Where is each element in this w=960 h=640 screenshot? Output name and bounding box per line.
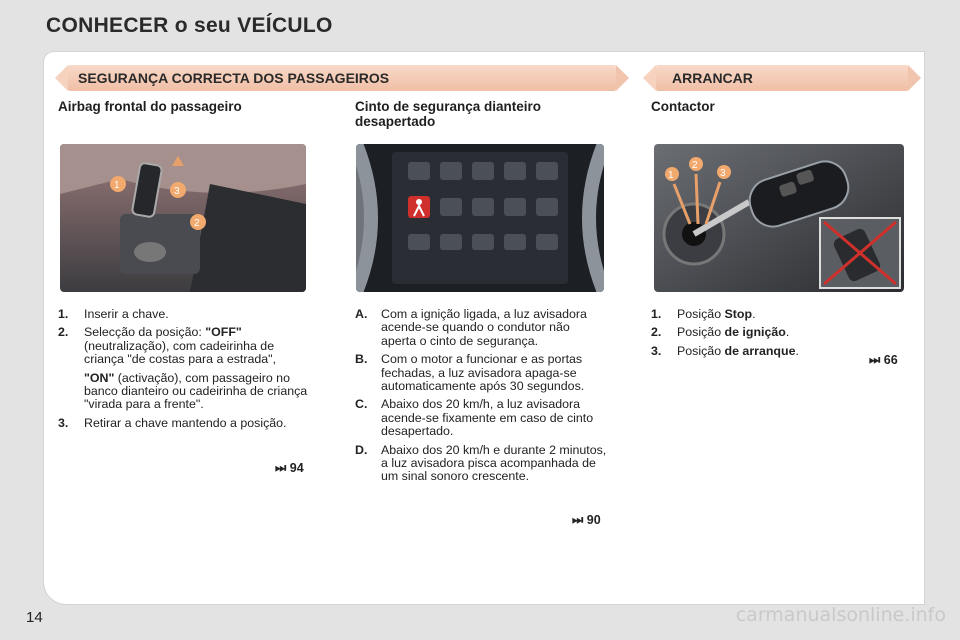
- item-rest: .: [785, 325, 790, 340]
- list-contactor: [651, 308, 901, 363]
- item-rest: (neutralização), com cadeirinha de criança "de costas para a estrada",: [84, 338, 277, 367]
- item-bold: de arranque: [724, 343, 796, 358]
- contactor-label-1: 1: [668, 170, 674, 181]
- ref-arrow-icon: ⏭: [275, 461, 287, 475]
- heading-airbag: Airbag frontal do passageiro: [58, 99, 242, 114]
- contactor-label-3: 3: [720, 168, 726, 179]
- item-text: Abaixo dos 20 km/h e durante 2 minutos, a luz avisadora pisca acompanhada de um sinal sonoro crescente.: [381, 442, 607, 484]
- item-bold: "OFF": [205, 325, 242, 340]
- list-item: [58, 326, 308, 366]
- item-text: Posição: [677, 343, 725, 358]
- list-item: [651, 326, 901, 339]
- ref-arrow-icon: ⏭: [869, 353, 881, 367]
- list-item: [58, 417, 308, 430]
- list-item: [651, 345, 901, 358]
- item-text: Inserir a chave.: [84, 307, 169, 321]
- ref-page: 66: [883, 353, 898, 367]
- item-text: Posição: [677, 307, 725, 321]
- item-bold: "ON": [84, 370, 115, 385]
- ref-page: 94: [289, 461, 304, 475]
- item-text: Retirar a chave mantendo a posição.: [84, 415, 287, 430]
- list-item: [58, 308, 308, 321]
- item-text: Posição: [677, 325, 725, 340]
- list-seatbelt: [355, 308, 607, 489]
- photo-ignition-key: [654, 144, 904, 292]
- list-airbag: [58, 308, 308, 435]
- ref-arrow-icon: ⏭: [572, 513, 584, 527]
- item-letter: A.: [355, 307, 368, 321]
- item-number: 2.: [651, 325, 662, 340]
- watermark: carmanualsonline.info: [735, 604, 946, 626]
- item-letter: D.: [355, 442, 368, 457]
- list-item: [355, 398, 607, 438]
- page-ref-contactor[interactable]: [869, 353, 898, 368]
- airbag-label-2: 2: [194, 218, 200, 229]
- item-bold: Stop: [724, 307, 753, 321]
- item-number: 1.: [58, 307, 69, 321]
- item-number: 3.: [651, 343, 662, 358]
- photo-seatbelt-warning: [356, 144, 604, 292]
- banner-start: [656, 65, 908, 91]
- list-subitem: [58, 372, 308, 412]
- ref-page: 90: [586, 513, 601, 527]
- airbag-label-3: 3: [174, 186, 180, 197]
- list-item: [651, 308, 901, 321]
- page-title: CONHECER o seu VEÍCULO: [46, 14, 333, 37]
- list-item: [355, 444, 607, 484]
- page-ref-airbag[interactable]: [275, 461, 304, 476]
- banner-start-label: ARRANCAR: [672, 70, 753, 86]
- heading-contactor: Contactor: [651, 99, 715, 114]
- item-text: Com a ignição ligada, a luz avisadora acende-se quando o condutor não aperta o cinto de segurança.: [381, 307, 587, 348]
- item-letter: B.: [355, 352, 368, 367]
- page-ref-seatbelt[interactable]: [572, 513, 601, 528]
- contactor-label-2: 2: [692, 160, 698, 171]
- item-number: 2.: [58, 325, 69, 340]
- banner-safety-label: SEGURANÇA CORRECTA DOS PASSAGEIROS: [78, 70, 390, 86]
- item-bold: de ignição: [724, 325, 786, 340]
- photo-airbag-switch: [60, 144, 306, 292]
- heading-seatbelt: Cinto de segurança dianteiro desapertado: [355, 99, 542, 129]
- item-text: Selecção da posição:: [84, 325, 206, 340]
- banner-safety: [68, 65, 616, 91]
- item-number: 3.: [58, 415, 69, 430]
- item-letter: C.: [355, 397, 368, 412]
- list-item: [355, 308, 607, 348]
- airbag-label-1: 1: [114, 180, 120, 191]
- item-text: Abaixo dos 20 km/h, a luz avisadora acende-se fixamente em caso de cinto desapertado.: [381, 397, 594, 439]
- page-number: 14: [26, 609, 43, 626]
- item-rest: (activação), com passageiro no banco dianteiro ou cadeirinha de criança "virada para a frente".: [84, 370, 308, 412]
- item-number: 1.: [651, 307, 662, 321]
- item-text: Com o motor a funcionar e as portas fechadas, a luz avisadora apaga-se automaticamente após 30 segundos.: [381, 352, 585, 394]
- item-rest: .: [795, 343, 799, 358]
- list-item: [355, 353, 607, 393]
- item-rest: .: [752, 307, 756, 321]
